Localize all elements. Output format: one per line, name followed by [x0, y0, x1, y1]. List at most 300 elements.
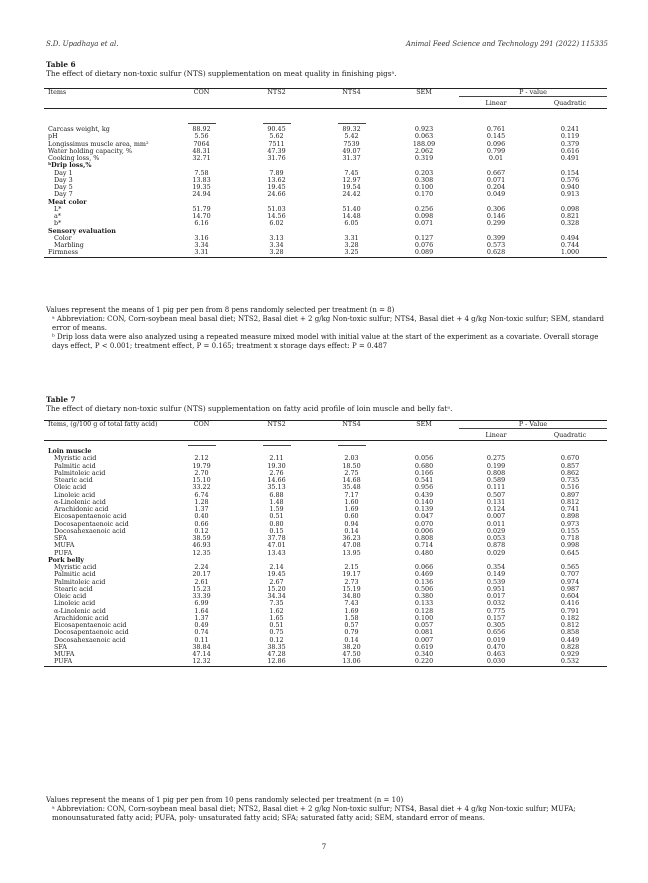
table7-data-row	[44, 651, 607, 658]
cell-sem: 0.098	[414, 212, 434, 220]
cell-linear: 0.573	[486, 241, 506, 249]
cell-nts4: 2.15	[344, 563, 359, 571]
cell-con: 7064	[193, 139, 210, 148]
table6-title: The effect of dietary non-toxic sulfur (NTS) supplementation on meat quality in finishing pigsᵃ.	[46, 69, 397, 78]
cell-nts2: 7.89	[269, 168, 284, 177]
cell-nts2: 1.48	[269, 497, 284, 506]
row-label: Myristic acid	[54, 454, 97, 463]
cell-quadratic: 0.416	[560, 599, 580, 608]
cell-nts2: 0.12	[269, 635, 284, 644]
row-label: Sensory evaluation	[48, 226, 116, 235]
row-label: PUFA	[54, 657, 73, 666]
cell-linear: 0.145	[486, 132, 506, 141]
table6-section-row	[44, 162, 607, 169]
cell-nts4: 0.94	[344, 519, 359, 528]
table7-note-abbrev: ᵃ Abbreviation: CON, Corn-soybean meal basal diet; NTS2, Basal diet + 2 g/kg Non-toxic sulfur; NTS4, Basal diet + 4 g/kg Non-toxic sulfur; MUFA; monounsaturated fatty acid; PUFA, poly- unsaturated fatty acid; SFA; saturated fatty acid; SEM, standard error of means.	[52, 805, 576, 822]
row-label: Docosapentaenoic acid	[54, 628, 129, 637]
row-label: Day 5	[54, 183, 73, 191]
cell-nts2: 5.62	[269, 132, 284, 141]
cell-nts2: 0.15	[269, 526, 284, 535]
cell-con: 3.16	[194, 233, 209, 242]
cell-sem: 0.063	[414, 132, 434, 141]
table6-col-quadratic: Quadratic	[553, 99, 587, 108]
cell-nts2: 1.59	[269, 505, 284, 513]
cell-nts2: 1.65	[269, 613, 284, 622]
row-label: L*	[54, 204, 62, 213]
cell-nts2: 47.28	[267, 650, 286, 658]
cell-sem: 0.506	[414, 584, 434, 593]
cell-quadratic: 0.182	[560, 613, 580, 622]
cell-nts4: 49.07	[342, 146, 361, 155]
row-label: b*	[54, 219, 62, 228]
row-label: Myristic acid	[54, 563, 97, 571]
table6-data-row	[44, 184, 607, 191]
table7-data-row	[44, 542, 607, 549]
cell-sem: 0.006	[414, 526, 434, 535]
cell-sem: 0.170	[414, 190, 434, 199]
table6-data-row	[44, 177, 607, 184]
cell-nts2: 15.20	[267, 584, 286, 593]
table7-data-row	[44, 492, 607, 499]
cell-con: 7.58	[194, 168, 209, 177]
cell-sem: 0.007	[414, 635, 434, 644]
table7-notes	[46, 796, 606, 823]
cell-quadratic: 0.897	[560, 490, 580, 499]
cell-con: 6.16	[194, 219, 209, 228]
cell-quadratic: 0.987	[560, 584, 580, 593]
table7-data-row	[44, 637, 607, 644]
table6-col-nts4: NTS4	[342, 88, 361, 96]
cell-nts2: 2.76	[269, 468, 284, 477]
row-label: α-Linolenic acid	[54, 497, 106, 506]
cell-linear: 0.507	[486, 490, 506, 499]
table6-note-values: Values represent the means of 1 pig per pen from 8 pens randomly selected per treatment (n = 8)	[46, 306, 395, 314]
cell-con: 38.84	[192, 642, 211, 651]
cell-nts2: 12.86	[267, 657, 286, 666]
row-label: pH	[48, 132, 58, 141]
cell-linear: 0.011	[486, 519, 506, 528]
row-label: Stearic acid	[54, 584, 93, 593]
table7-col-linear: Linear	[485, 431, 507, 440]
table6-data-row	[44, 242, 607, 249]
table7-section-row	[44, 448, 607, 455]
table7-data-row	[44, 455, 607, 462]
row-label: Day 3	[54, 175, 73, 184]
table6-caption	[46, 60, 397, 78]
cell-linear: 0.053	[486, 534, 506, 542]
cell-nts2: 13.62	[267, 175, 286, 184]
table7-col-sem: SEM	[416, 420, 432, 428]
table7-data-row	[44, 463, 607, 470]
table7-data-row	[44, 550, 607, 557]
cell-nts4: 13.06	[342, 657, 361, 666]
cell-sem: 0.128	[414, 606, 434, 615]
table6-data-row	[44, 213, 607, 220]
cell-nts4: 7.43	[344, 599, 359, 608]
cell-linear: 0.299	[486, 219, 506, 228]
cell-sem: 0.808	[414, 534, 434, 542]
cell-nts4: 89.32	[342, 125, 361, 133]
table7-data-row	[44, 579, 607, 586]
row-label: ᵇDrip loss,%	[48, 161, 92, 170]
row-label: Arachidonic acid	[54, 613, 109, 622]
table7-header-row	[44, 421, 607, 429]
row-label: Palmitic acid	[54, 570, 96, 579]
cell-nts4: 3.25	[344, 248, 359, 257]
cell-nts4: 1.60	[344, 497, 359, 506]
table6-data-row	[44, 191, 607, 198]
cell-con: 5.56	[194, 132, 209, 141]
row-label: Palmitoleic acid	[54, 468, 106, 477]
cell-linear: 0.589	[486, 476, 506, 484]
row-label: Oleic acid	[54, 483, 87, 492]
cell-quadratic: 0.791	[560, 606, 580, 615]
cell-quadratic: 0.913	[560, 190, 580, 199]
row-label: SFA	[54, 534, 67, 542]
table7-data-row	[44, 644, 607, 651]
cell-nts4: 0.14	[344, 635, 359, 644]
cell-quadratic: 0.516	[560, 483, 580, 492]
cell-sem: 0.469	[414, 570, 434, 579]
cell-quadratic: 0.379	[560, 139, 580, 148]
table7-data-row	[44, 629, 607, 636]
cell-nts4: 31.37	[342, 154, 361, 162]
cell-sem: 0.081	[414, 628, 434, 637]
table7-data-row	[44, 506, 607, 513]
table6-data-row	[44, 249, 607, 257]
cell-sem: 0.619	[414, 642, 434, 651]
cell-nts2: 24.66	[267, 190, 286, 199]
cell-nts2: 1.62	[269, 606, 284, 615]
cell-quadratic: 0.898	[560, 512, 580, 521]
cell-linear: 0.019	[486, 635, 506, 644]
cell-nts4: 2.75	[344, 468, 359, 477]
table7-data-row	[44, 470, 607, 477]
cell-con: 32.71	[192, 154, 211, 162]
table6-data-row	[44, 235, 607, 242]
row-label: PUFA	[54, 548, 73, 557]
page-number: 7	[321, 843, 327, 851]
cell-quadratic: 0.812	[560, 497, 580, 506]
cell-sem: 0.203	[414, 168, 434, 177]
cell-con: 46.93	[192, 541, 211, 550]
cell-nts4: 2.03	[344, 454, 359, 463]
cell-sem: 0.714	[414, 541, 434, 550]
cell-quadratic: 0.718	[560, 534, 580, 542]
cell-con: 19.79	[192, 461, 211, 470]
table6-subheader-row	[44, 97, 607, 108]
row-label: Firmness	[48, 248, 79, 257]
cell-con: 33.22	[192, 483, 211, 492]
cell-con: 2.24	[194, 563, 209, 571]
cell-con: 1.37	[194, 505, 209, 513]
cell-sem: 0.056	[414, 454, 434, 463]
cell-nts4: 1.58	[344, 613, 359, 622]
cell-con: 48.31	[192, 146, 211, 155]
row-label: Cooking loss, %	[48, 154, 100, 162]
cell-quadratic: 0.812	[560, 621, 580, 629]
cell-linear: 0.071	[486, 175, 506, 184]
table7-data-row	[44, 658, 607, 666]
cell-quadratic: 0.449	[560, 635, 580, 644]
table6-data-row	[44, 170, 607, 177]
cell-linear: 0.032	[486, 599, 506, 608]
cell-linear: 0.007	[486, 512, 506, 521]
cell-linear: 0.399	[486, 233, 506, 242]
cell-nts4: 51.40	[342, 204, 361, 213]
cell-nts4: 38.20	[342, 642, 361, 651]
table6-col-sem: SEM	[416, 88, 432, 96]
cell-sem: 0.127	[414, 233, 434, 242]
cell-sem: 0.319	[414, 154, 434, 162]
cell-quadratic: 0.098	[560, 204, 580, 213]
table7-data-row	[44, 477, 607, 484]
cell-quadratic: 0.741	[560, 505, 580, 513]
table6-data-row	[44, 220, 607, 227]
cell-nts2: 47.39	[267, 146, 286, 155]
cell-nts4: 13.95	[342, 548, 361, 557]
table7-data-row	[44, 521, 607, 528]
cell-con: 1.37	[194, 613, 209, 622]
cell-quadratic: 0.565	[560, 563, 580, 571]
cell-con: 47.14	[192, 650, 211, 658]
cell-quadratic: 0.707	[560, 570, 580, 579]
table7-data-row	[44, 535, 607, 542]
row-label: Docosahexaenoic acid	[54, 635, 126, 644]
table6-notes	[46, 306, 606, 351]
cell-nts2: 47.01	[267, 541, 286, 550]
row-label: Stearic acid	[54, 476, 93, 484]
cell-nts4: 19.54	[342, 183, 361, 191]
table6	[44, 88, 607, 258]
cell-linear: 0.030	[486, 657, 506, 666]
table6-data-row	[44, 126, 607, 133]
cell-linear: 0.131	[486, 497, 506, 506]
cell-linear: 0.149	[486, 570, 506, 579]
cell-nts2: 3.34	[269, 241, 284, 249]
table7-data-row	[44, 571, 607, 578]
cell-sem: 0.140	[414, 497, 434, 506]
table7-data-row	[44, 564, 607, 571]
cell-con: 20.17	[192, 570, 211, 579]
cell-con: 14.70	[192, 212, 211, 220]
cell-nts2: 7.35	[269, 599, 284, 608]
cell-nts2: 2.14	[269, 563, 284, 571]
table6-col-items: Items	[48, 88, 67, 96]
cell-nts2: 19.45	[267, 183, 286, 191]
cell-nts2: 90.45	[267, 125, 286, 133]
cell-linear: 0.01	[488, 154, 504, 162]
cell-sem: 0.923	[414, 125, 434, 133]
table7-subheader-row	[44, 429, 607, 440]
cell-quadratic: 0.616	[560, 146, 580, 155]
cell-nts4: 24.42	[342, 190, 361, 199]
cell-sem: 0.100	[414, 613, 434, 622]
row-label: MUFA	[54, 650, 75, 658]
cell-nts2: 7511	[268, 139, 285, 148]
cell-nts2: 3.13	[269, 233, 284, 242]
table6-data-row	[44, 206, 607, 213]
cell-nts4: 5.42	[344, 132, 359, 141]
cell-nts2: 34.34	[267, 592, 286, 600]
cell-linear: 0.761	[486, 125, 506, 133]
cell-quadratic: 0.154	[560, 168, 580, 177]
cell-linear: 0.354	[486, 563, 506, 571]
cell-quadratic: 0.532	[560, 657, 580, 666]
cell-nts4: 1.69	[344, 505, 359, 513]
cell-sem: 0.076	[414, 241, 434, 249]
table7-number: Table 7	[46, 395, 76, 404]
cell-sem: 2.062	[414, 146, 434, 155]
row-label: Marbling	[54, 241, 84, 249]
cell-linear: 0.029	[486, 526, 506, 535]
row-label: Day 1	[54, 168, 73, 177]
cell-sem: 0.100	[414, 183, 434, 191]
cell-quadratic: 0.241	[560, 125, 580, 133]
cell-con: 15.23	[192, 584, 211, 593]
table6-col-con: CON	[193, 88, 210, 96]
cell-con: 2.12	[194, 454, 209, 463]
row-label: Palmitic acid	[54, 461, 96, 470]
row-label: Meat color	[48, 197, 87, 206]
cell-nts4: 0.14	[344, 526, 359, 535]
cell-nts4: 35.48	[342, 483, 361, 492]
cell-con: 1.64	[194, 606, 209, 615]
cell-nts4: 12.97	[342, 175, 361, 184]
table6-note-driploss: ᵇ Drip loss data were also analyzed using a repeated measure mixed model with initial value at the start of the experiment as a covariate. Overall storage days effect, P < 0.001; treatment effect, P = 0.165; treatment x storage days effect: P = 0.487	[52, 333, 599, 350]
cell-linear: 0.470	[486, 642, 506, 651]
cell-linear: 0.306	[486, 204, 506, 213]
cell-nts2: 31.76	[267, 154, 286, 162]
cell-con: 3.31	[194, 248, 209, 257]
row-label: Palmitoleic acid	[54, 577, 106, 586]
cell-sem: 0.139	[414, 505, 434, 513]
table6-number: Table 6	[46, 60, 76, 69]
cell-linear: 0.775	[486, 606, 506, 615]
cell-linear: 0.157	[486, 613, 506, 622]
cell-quadratic: 0.857	[560, 461, 580, 470]
cell-nts2: 0.75	[269, 628, 284, 637]
cell-sem: 0.066	[414, 563, 434, 571]
cell-con: 12.35	[192, 548, 211, 557]
cell-con: 0.49	[194, 621, 209, 629]
row-label: Carcass weight, kg	[48, 125, 110, 133]
cell-sem: 0.047	[414, 512, 434, 521]
cell-quadratic: 0.940	[560, 183, 580, 191]
row-label: Color	[54, 233, 72, 242]
cell-sem: 0.680	[414, 461, 434, 470]
row-label: Arachidonic acid	[54, 505, 109, 513]
cell-nts4: 3.28	[344, 241, 359, 249]
cell-linear: 0.799	[486, 146, 506, 155]
cell-sem: 0.220	[414, 657, 434, 666]
cell-linear: 0.275	[486, 454, 506, 463]
cell-sem: 0.136	[414, 577, 434, 586]
table6-note-abbrev: ᵃ Abbreviation: CON, Corn-soybean meal basal diet; NTS2, Basal diet + 2 g/kg Non-toxic sulfur; NTS4, Basal diet + 4 g/kg Non-toxic sulfur; SEM, standard error of means.	[52, 315, 604, 332]
table7-data-row	[44, 499, 607, 506]
cell-con: 6.74	[194, 490, 209, 499]
table7-col-items: Items, (g/100 g of total fatty acid)	[48, 420, 158, 428]
cell-quadratic: 0.974	[560, 577, 580, 586]
cell-linear: 0.124	[486, 505, 506, 513]
table6-dash-row	[44, 108, 607, 126]
row-label: Water holding capacity, %	[48, 146, 133, 155]
cell-con: 51.79	[192, 204, 211, 213]
table7-section-row	[44, 557, 607, 564]
row-label: α-Linolenic acid	[54, 606, 106, 615]
cell-nts4: 47.08	[342, 541, 361, 550]
cell-nts4: 36.23	[342, 534, 361, 542]
table7-col-nts2: NTS2	[267, 420, 286, 428]
cell-con: 2.70	[194, 468, 209, 477]
cell-sem: 0.308	[414, 175, 434, 184]
table7-col-con: CON	[193, 420, 210, 428]
cell-nts4: 1.69	[344, 606, 359, 615]
cell-quadratic: 0.862	[560, 468, 580, 477]
cell-nts2: 13.43	[267, 548, 286, 557]
row-label: MUFA	[54, 541, 75, 550]
cell-con: 6.99	[194, 599, 209, 608]
cell-linear: 0.628	[486, 248, 506, 257]
cell-con: 0.66	[194, 519, 209, 528]
cell-con: 24.94	[192, 190, 211, 199]
cell-nts2: 0.51	[269, 621, 284, 629]
cell-quadratic: 0.494	[560, 233, 580, 242]
cell-sem: 0.439	[414, 490, 434, 499]
table6-col-linear: Linear	[485, 99, 507, 108]
cell-linear: 0.808	[486, 468, 506, 477]
running-header-journal: Animal Feed Science and Technology 291 (2022) 115335	[405, 40, 608, 48]
cell-sem: 0.133	[414, 599, 434, 608]
cell-quadratic: 0.576	[560, 175, 580, 184]
cell-con: 33.39	[192, 592, 211, 600]
cell-sem: 0.070	[414, 519, 434, 528]
row-label: Loin muscle	[48, 447, 92, 455]
table6-section-row	[44, 228, 607, 235]
cell-con: 0.40	[194, 512, 209, 521]
table7-data-row	[44, 593, 607, 600]
cell-sem: 0.089	[414, 248, 434, 257]
cell-nts4: 3.31	[344, 233, 359, 242]
cell-quadratic: 0.744	[560, 241, 580, 249]
table7-data-row	[44, 615, 607, 622]
cell-nts4: 19.17	[342, 570, 361, 579]
cell-nts2: 6.88	[269, 490, 284, 499]
cell-linear: 0.204	[486, 183, 506, 191]
cell-nts2: 3.28	[269, 248, 284, 257]
cell-nts2: 14.66	[267, 476, 286, 484]
cell-con: 38.59	[192, 534, 211, 542]
cell-quadratic: 0.645	[560, 548, 580, 557]
table6-col-nts2: NTS2	[267, 88, 286, 96]
cell-con: 3.34	[194, 241, 209, 249]
table7	[44, 420, 607, 667]
running-header-authors: S.D. Upadhaya et al.	[46, 40, 119, 48]
cell-quadratic: 0.328	[560, 219, 580, 228]
cell-nts2: 0.80	[269, 519, 284, 528]
cell-nts2: 14.56	[267, 212, 286, 220]
cell-quadratic: 0.491	[560, 154, 580, 162]
cell-sem: 0.956	[414, 483, 434, 492]
row-label: Day 7	[54, 190, 73, 199]
table7-caption	[46, 395, 452, 413]
row-label: Oleic acid	[54, 592, 87, 600]
cell-linear: 0.878	[486, 541, 506, 550]
cell-sem: 0.256	[414, 204, 434, 213]
row-label: Docosapentaenoic acid	[54, 519, 129, 528]
cell-sem: 188.09	[412, 139, 436, 148]
cell-nts4: 0.79	[344, 628, 359, 637]
